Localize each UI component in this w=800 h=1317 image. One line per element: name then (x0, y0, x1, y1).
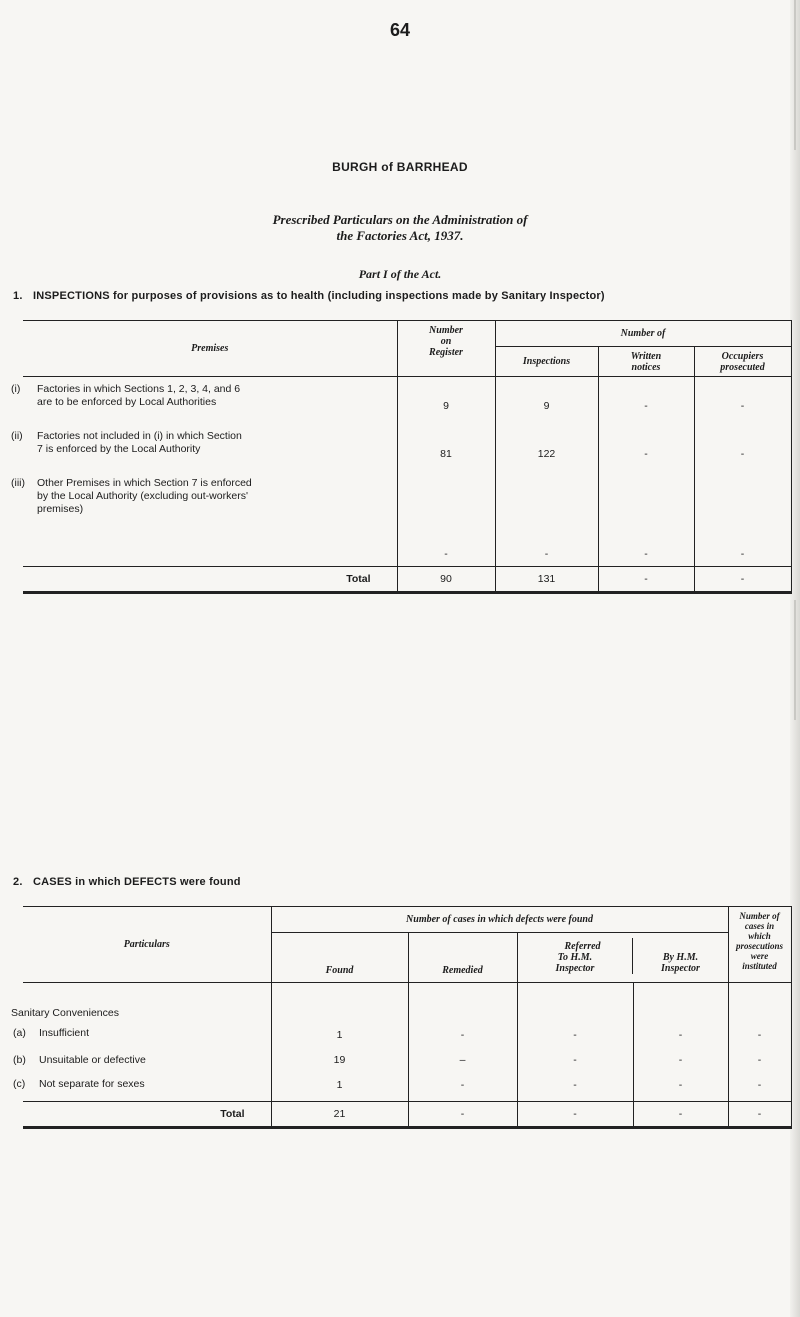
to-hm-column (517, 983, 633, 1102)
register-header: Number on Register (397, 321, 495, 377)
prosecuted-value: - (740, 548, 745, 560)
prosecuted-column (694, 377, 791, 567)
subtitle-line2: the Factories Act, 1937. (336, 228, 464, 243)
prosecutions-value: - (757, 1029, 762, 1041)
register-value: 9 (443, 400, 449, 412)
table-row: (iii) Other Premises in which Section 7 is enforced by the Local Authority (excluding out-workers' premises) (11, 477, 252, 515)
sanitary-group-label: Sanitary Conveniences (11, 1007, 119, 1019)
by-hm-value: - (678, 1079, 683, 1091)
defects-table (11, 906, 792, 1129)
found-header: Found (271, 933, 408, 983)
notices-value: - (644, 548, 648, 560)
notices-value: - (644, 448, 648, 460)
prosecutions-header: Number of cases in which prosecutions were instituted (728, 907, 791, 983)
inspections-table (11, 320, 792, 594)
inspections-value: 9 (543, 400, 550, 412)
by-hm-value: - (678, 1029, 683, 1041)
table-row: (c) Not separate for sexes (13, 1078, 145, 1090)
page-number: 64 (389, 20, 411, 40)
found-column (271, 983, 408, 1102)
to-hm-value: - (573, 1054, 577, 1066)
register-column (397, 377, 495, 567)
register-value: 81 (440, 448, 452, 460)
defects-total-by-hm: - (633, 1102, 728, 1128)
notices-column (598, 377, 694, 567)
defects-total-label: Total (23, 1102, 271, 1128)
prosecutions-column (728, 983, 791, 1102)
to-hm-value: - (573, 1079, 577, 1091)
occupiers-header: Occupiers prosecuted (694, 347, 791, 377)
found-value: 1 (336, 1029, 343, 1041)
inspections-header: Inspections (495, 347, 598, 377)
remedied-header: Remedied (408, 933, 517, 983)
table-row: (a) Insufficient (13, 1027, 90, 1039)
inspections-value: - (544, 548, 549, 560)
notices-header: Written notices (598, 347, 694, 377)
section1-number: 1. (13, 290, 23, 302)
table-row: (i) Factories in which Sections 1, 2, 3, 4, and 6 are to be enforced by Local Authorities (11, 383, 241, 408)
remedied-value: - (460, 1079, 465, 1091)
particulars-column (11, 983, 271, 1102)
inspections-column (495, 377, 598, 567)
defects-total-to-hm: - (517, 1102, 633, 1128)
notices-value: - (644, 400, 648, 412)
by-hm-value: - (678, 1054, 683, 1066)
table-row: (ii) Factories not included in (i) in which Section 7 is enforced by the Local Authority (11, 430, 242, 455)
by-hm-column (633, 983, 728, 1102)
prosecuted-value: - (740, 448, 745, 460)
particulars-header: Particulars (23, 907, 271, 983)
total-prosecuted: - (694, 567, 791, 593)
section1-heading-text: INSPECTIONS for purposes of provisions as to health (including inspections made by Sanitary Inspector) (33, 290, 605, 302)
total-notices: - (598, 567, 694, 593)
found-value: 1 (336, 1079, 343, 1091)
section2-number: 2. (13, 876, 23, 888)
defects-total-found: 21 (271, 1102, 408, 1128)
burgh-title: BURGH of BARRHEAD (332, 160, 468, 174)
to-hm-value: - (573, 1029, 577, 1041)
cases-found-header: Number of cases in which defects were found (271, 907, 728, 933)
remedied-value: – (459, 1054, 466, 1066)
total-label: Total (23, 567, 397, 593)
page-edge-line (794, 600, 796, 720)
premises-header: Premises (23, 321, 397, 377)
found-value: 19 (333, 1054, 346, 1066)
prosecuted-value: - (740, 400, 745, 412)
defects-total-remedied: - (408, 1102, 517, 1128)
number-of-header: Number of (495, 321, 791, 347)
remedied-value: - (460, 1029, 465, 1041)
total-register: 90 (397, 567, 495, 593)
table-row: (b) Unsuitable or defective (13, 1054, 146, 1066)
to-hm-header: To H.M. Inspector (555, 952, 595, 974)
section1-heading (13, 290, 605, 302)
remedied-column (408, 983, 517, 1102)
prosecutions-value: - (757, 1054, 762, 1066)
section2-heading-text: CASES in which DEFECTS were found (33, 876, 241, 888)
section2-heading (13, 876, 241, 888)
prosecutions-value: - (757, 1079, 762, 1091)
by-hm-header: By H.M. Inspector (632, 938, 727, 974)
subtitle-line1: Prescribed Particulars on the Administration of (272, 212, 528, 227)
total-inspections: 131 (495, 567, 598, 593)
premises-column (11, 377, 397, 567)
part-label: Part I of the Act. (358, 267, 442, 281)
inspections-value: 122 (537, 448, 556, 460)
register-value: - (444, 548, 448, 560)
defects-total-prosecutions: - (728, 1102, 791, 1128)
referred-header: Referred To H.M. Inspector By H.M. Inspector (517, 933, 728, 983)
